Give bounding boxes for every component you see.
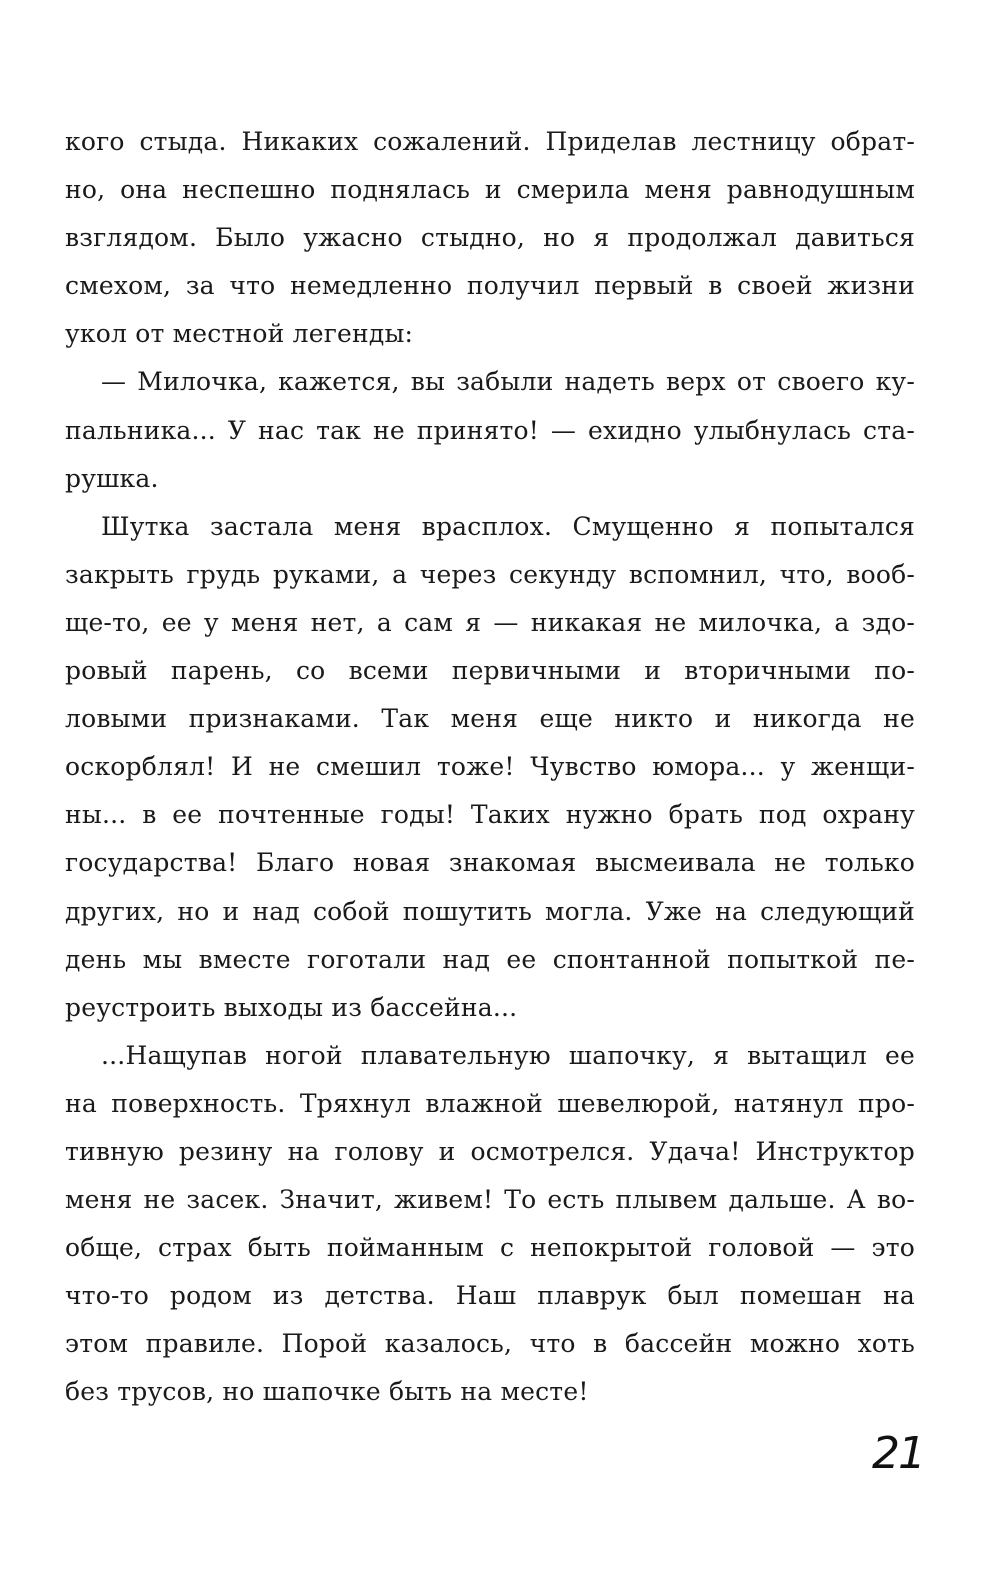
text-line: день мы вместе гоготали над ее спонтанной попыткой пе- — [65, 944, 915, 974]
text-line: кого стыда. Никаких сожалений. Приделав лестницу обрат- — [65, 127, 915, 156]
text-line: взглядом. Было ужасно стыдно, но я продолжал давиться — [65, 223, 915, 253]
text-line: ...Нащупав ногой плавательную шапочку, я вытащил ее — [101, 1040, 915, 1070]
page-number: 21 — [872, 1428, 924, 1479]
text-line: что-то родом из детства. Наш плаврук был помешан на — [65, 1281, 915, 1311]
text-line: Шутка застала меня врасплох. Смущенно я попытался — [101, 511, 915, 541]
text-line: закрыть грудь руками, а через секунду вспомнил, что, вооб- — [65, 559, 915, 589]
body-text — [65, 118, 915, 1417]
text-line: ловыми признаками. Так меня еще никто и никогда не — [65, 704, 915, 734]
text-line: но, она неспешно поднялась и смерила меня равнодушным — [65, 175, 915, 205]
text-line: меня не засек. Значит, живем! То есть плывем дальше. А во- — [65, 1185, 915, 1215]
text-line: этом правиле. Порой казалось, что в бассейн можно хоть — [65, 1329, 915, 1359]
text-line: пальника... У нас так не принято! — ехидно улыбнулась ста- — [65, 415, 915, 445]
text-line: тивную резину на голову и осмотрелся. Удача! Инструктор — [65, 1136, 915, 1166]
text-line: обще, страх быть пойманным с непокрытой головой — это — [65, 1233, 915, 1263]
text-line: реустроить выходы из бассейна... — [65, 992, 518, 1022]
text-line: ны... в ее почтенные годы! Таких нужно брать под охрану — [65, 800, 915, 830]
text-line: укол от местной легенды: — [65, 319, 414, 349]
text-line: ровый парень, со всеми первичными и вторичными по- — [65, 656, 915, 686]
text-line: без трусов, но шапочке быть на месте! — [65, 1377, 589, 1407]
text-line: оскорблял! И не смешил тоже! Чувство юмора... у женщи- — [65, 752, 915, 782]
text-line: других, но и над собой пошутить могла. Уже на следующий — [65, 896, 915, 926]
text-line: государства! Благо новая знакомая высмеивала не только — [65, 848, 915, 878]
text-line: на поверхность. Тряхнул влажной шевелюрой, натянул про- — [65, 1088, 915, 1118]
text-line: ще-то, ее у меня нет, а сам я — никакая не милочка, а здо- — [65, 607, 915, 637]
text-line: рушка. — [65, 463, 159, 493]
text-line: — Милочка, кажется, вы забыли надеть верх от своего ку- — [101, 367, 915, 397]
text-line: смехом, за что немедленно получил первый в своей жизни — [65, 271, 915, 301]
